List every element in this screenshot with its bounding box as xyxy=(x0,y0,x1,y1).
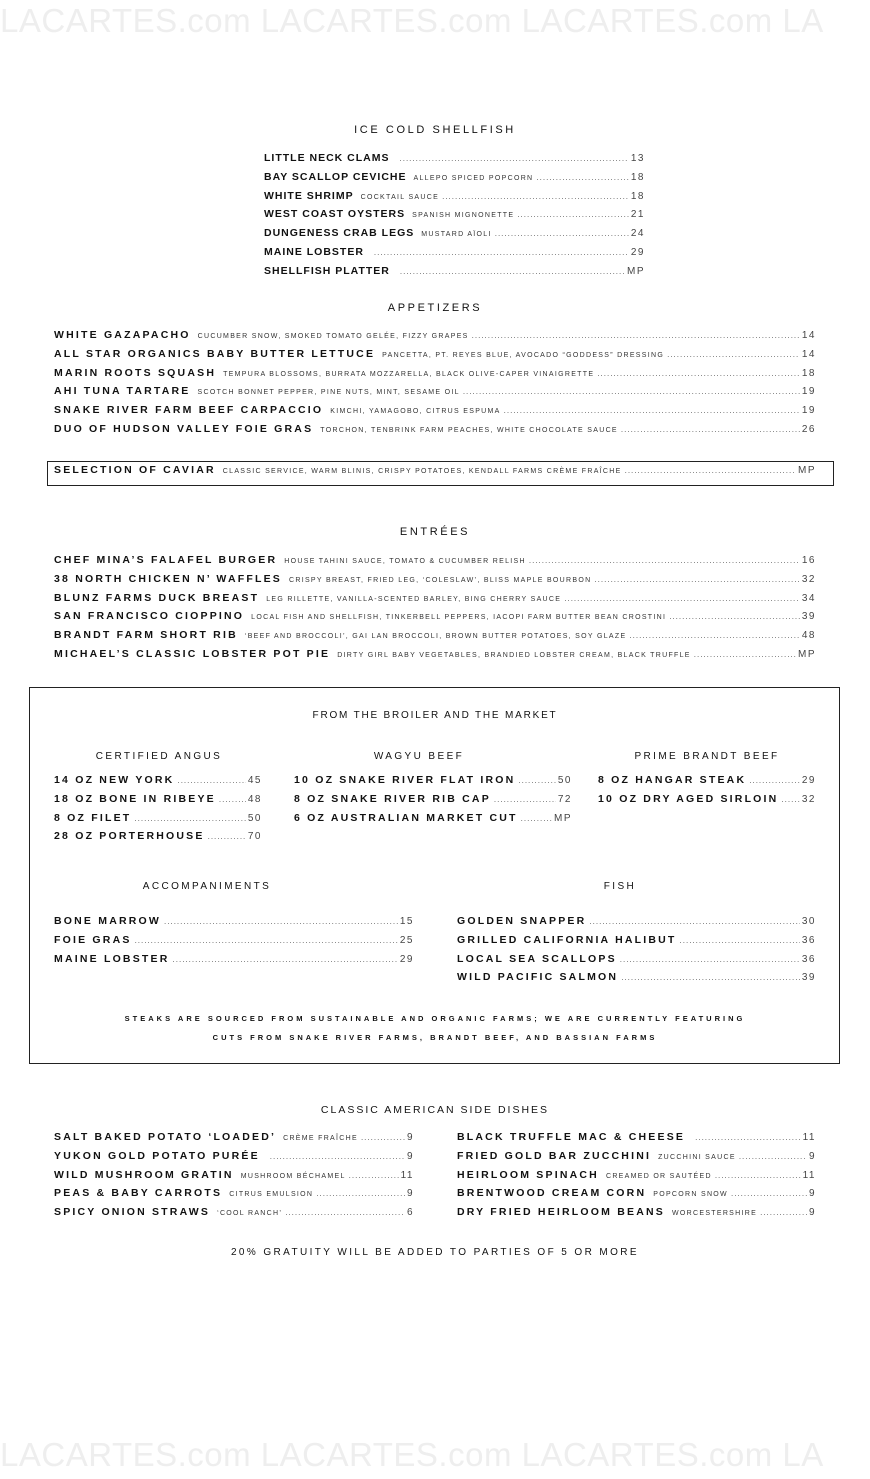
item-price: 11 xyxy=(802,1132,816,1143)
item-desc: DIRTY GIRL BABY VEGETABLES, BRANDIED LOBSTER CREAM, BLACK TRUFFLE xyxy=(337,651,691,659)
fish-heading: FISH xyxy=(603,881,637,892)
item-price: 14 xyxy=(801,330,816,341)
menu-item xyxy=(54,774,262,793)
menu-item xyxy=(264,152,645,171)
menu-item xyxy=(457,915,816,934)
item-price: 25 xyxy=(399,934,414,946)
caviar-box xyxy=(47,461,834,486)
item-desc: TEMPURA BLOSSOMS, BURRATA MOZZARELLA, BLACK OLIVE-CAPER VINAIGRETTE xyxy=(223,370,595,378)
item-price: 29 xyxy=(801,775,816,786)
item-price: 45 xyxy=(247,775,262,786)
watermark-top: LACARTES.com LACARTES.com LACARTES.com LA xyxy=(0,2,824,39)
item-desc: ‘COOL RANCH’ xyxy=(217,1210,283,1218)
item-price: 70 xyxy=(247,831,262,843)
leader-dots xyxy=(173,955,398,964)
menu-item xyxy=(54,423,816,442)
menu-item xyxy=(598,774,816,793)
item-desc: CLASSIC SERVICE, WARM BLINIS, CRISPY POTATOES, KENDALL FARMS CRÈME FRAÎCHE xyxy=(222,468,622,475)
item-price: 39 xyxy=(801,972,816,984)
item-price: MP xyxy=(798,648,816,660)
menu-item xyxy=(457,953,816,972)
menu-item xyxy=(54,830,262,849)
brandt-list xyxy=(598,774,816,812)
leader-dots xyxy=(536,173,628,182)
item-price: 14 xyxy=(801,348,816,360)
sides-heading: CLASSIC AMERICAN SIDE DISHES xyxy=(320,1104,550,1116)
item-price: 36 xyxy=(801,934,816,946)
item-name: WHITE SHRIMP xyxy=(264,189,354,202)
item-price: 32 xyxy=(801,793,816,805)
leader-dots xyxy=(621,425,800,434)
menu-item xyxy=(54,592,816,611)
sides-right-list xyxy=(457,1131,816,1225)
menu-item xyxy=(54,793,262,812)
menu-item xyxy=(264,265,645,284)
leader-dots xyxy=(518,776,555,785)
item-price: 18 xyxy=(630,190,645,202)
item-price: 6 xyxy=(406,1207,414,1219)
item-desc: CRISPY BREAST, FRIED LEG, ‘COLESLAW’, BLISS MAPLE BOURBON xyxy=(289,576,592,584)
menu-item xyxy=(54,1150,414,1169)
item-price: 39 xyxy=(801,611,816,623)
item-desc: MUSHROOM BÉCHAMEL xyxy=(240,1172,346,1180)
item-name: CHEF MINA’S FALAFEL BURGER xyxy=(54,554,278,566)
item-name: 10 OZ DRY AGED SIRLOIN xyxy=(598,792,779,805)
item-name: AHI TUNA TARTARE xyxy=(54,385,191,398)
leader-dots xyxy=(349,1171,399,1180)
menu-item xyxy=(54,629,816,648)
item-name: 10 OZ SNAKE RIVER FLAT IRON xyxy=(294,774,516,786)
leader-dots xyxy=(374,248,629,257)
fish-list xyxy=(457,915,816,990)
item-desc: POPCORN SNOW xyxy=(653,1191,728,1199)
item-desc: COCKTAIL SAUCE xyxy=(360,193,440,201)
leader-dots xyxy=(219,795,246,804)
menu-item xyxy=(54,915,414,934)
item-price: 9 xyxy=(808,1207,816,1219)
menu-item xyxy=(264,208,645,227)
item-name: WILD PACIFIC SALMON xyxy=(457,971,619,984)
item-price: 11 xyxy=(802,1169,816,1181)
item-name: 14 OZ NEW YORK xyxy=(54,774,175,786)
item-price: 9 xyxy=(406,1188,414,1200)
item-price: 48 xyxy=(247,793,262,805)
menu-item xyxy=(54,329,816,348)
watermark-bottom: LACARTES.com LACARTES.com LACARTES.com LA xyxy=(0,1436,824,1473)
item-name: GRILLED CALIFORNIA HALIBUT xyxy=(457,933,677,946)
menu-item xyxy=(264,246,645,265)
appetizers-heading: APPETIZERS xyxy=(387,302,483,314)
leader-dots xyxy=(400,154,629,163)
leader-dots xyxy=(164,917,398,926)
item-name: FRIED GOLD BAR ZUCCHINI xyxy=(457,1149,652,1162)
menu-item xyxy=(264,227,645,246)
gratuity-note: 20% GRATUITY WILL BE ADDED TO PARTIES OF 5 OR MORE xyxy=(230,1247,640,1258)
leader-dots xyxy=(781,795,799,804)
leader-dots xyxy=(594,575,799,584)
leader-dots xyxy=(625,466,796,475)
item-price: 29 xyxy=(399,953,414,965)
menu-item xyxy=(54,812,262,831)
item-name: 8 OZ SNAKE RIVER RIB CAP xyxy=(294,792,491,805)
item-desc: LOCAL FISH AND SHELLFISH, TINKERBELL PEPPERS, IACOPI FARM BUTTER BEAN CROSTINI xyxy=(251,614,667,622)
menu-item xyxy=(54,385,816,404)
sourcing-note-line-2: CUTS FROM SNAKE RIVER FARMS, BRANDT BEEF, AND BASSIAN FARMS xyxy=(212,1033,658,1042)
item-name: 18 OZ BONE IN RIBEYE xyxy=(54,792,216,805)
item-price: 26 xyxy=(801,423,816,435)
item-name: BAY SCALLOP CEVICHE xyxy=(264,170,407,183)
item-name: LOCAL SEA SCALLOPS xyxy=(457,952,617,965)
leader-dots xyxy=(694,650,796,659)
item-name: SNAKE RIVER FARM BEEF CARPACCIO xyxy=(54,404,324,417)
leader-dots xyxy=(629,631,799,640)
wagyu-heading: WAGYU BEEF xyxy=(373,751,465,762)
angus-list xyxy=(54,774,262,849)
item-name: SAN FRANCISCO CIOPPINO xyxy=(54,610,245,623)
item-desc: TORCHON, TENBRINK FARM PEACHES, WHITE CHOCOLATE SAUCE xyxy=(320,426,618,434)
menu-item xyxy=(54,953,414,972)
entrees-heading: ENTRÉES xyxy=(399,526,471,538)
item-name: WILD MUSHROOM GRATIN xyxy=(54,1168,234,1181)
item-price: 9 xyxy=(406,1132,414,1143)
item-name: WEST COAST OYSTERS xyxy=(264,208,406,221)
item-desc: MUSTARD AÏOLI xyxy=(421,231,492,239)
sides-left-list xyxy=(54,1131,414,1225)
leader-dots xyxy=(495,229,629,238)
menu-item xyxy=(54,554,816,573)
leader-dots xyxy=(597,369,800,378)
item-price: 9 xyxy=(808,1150,816,1162)
item-desc: ALLEPO SPICED POPCORN xyxy=(413,174,534,182)
item-name: MAINE LOBSTER xyxy=(54,952,170,965)
item-price: 19 xyxy=(801,405,816,417)
item-desc: WORCESTERSHIRE xyxy=(671,1210,758,1218)
item-desc: SPANISH MIGNONETTE xyxy=(412,212,515,220)
accompaniments-heading: ACCOMPANIMENTS xyxy=(142,881,272,892)
broiler-heading: FROM THE BROILER AND THE MARKET xyxy=(312,710,558,721)
menu-item xyxy=(54,573,816,592)
leader-dots xyxy=(731,1189,807,1198)
item-desc: ‘BEEF AND BROCCOLI’, GAI LAN BROCCOLI, BROWN BUTTER POTATOES, SOY GLAZE xyxy=(244,633,627,641)
item-name: GOLDEN SNAPPER xyxy=(457,915,587,927)
item-desc: PANCETTA, PT. REYES BLUE, AVOCADO “GODDESS” DRESSING xyxy=(382,351,665,359)
item-name: SELECTION OF CAVIAR xyxy=(54,464,216,476)
item-price: 18 xyxy=(630,171,645,183)
menu-item xyxy=(457,1187,816,1206)
leader-dots xyxy=(589,917,799,926)
menu-item xyxy=(54,1206,414,1225)
item-price: 50 xyxy=(247,812,262,824)
item-price: 29 xyxy=(630,246,645,258)
leader-dots xyxy=(177,776,245,785)
item-name: PEAS & BABY CARROTS xyxy=(54,1187,223,1200)
item-desc: LEG RILLETTE, VANILLA-SCENTED BARLEY, BING CHERRY SAUCE xyxy=(266,595,562,603)
leader-dots xyxy=(517,210,629,219)
item-name: BRANDT FARM SHORT RIB xyxy=(54,629,238,642)
menu-item xyxy=(457,934,816,953)
item-name: SPICY ONION STRAWS xyxy=(54,1206,211,1219)
item-name: 8 OZ HANGAR STEAK xyxy=(598,774,747,786)
leader-dots xyxy=(472,331,800,340)
leader-dots xyxy=(134,814,245,823)
caviar-list xyxy=(54,464,816,483)
item-price: 13 xyxy=(630,153,645,164)
item-price: 9 xyxy=(406,1150,414,1162)
item-price: MP xyxy=(798,465,816,476)
menu-item xyxy=(54,367,816,386)
leader-dots xyxy=(749,776,800,785)
menu-item xyxy=(264,190,645,209)
leader-dots xyxy=(361,1133,405,1142)
leader-dots xyxy=(135,936,398,945)
brandt-heading: PRIME BRANDT BEEF xyxy=(634,751,780,762)
leader-dots xyxy=(760,1208,807,1217)
leader-dots xyxy=(442,192,629,201)
item-name: MARIN ROOTS SQUASH xyxy=(54,366,217,379)
leader-dots xyxy=(316,1189,405,1198)
menu-item xyxy=(457,1206,816,1225)
item-name: 38 NORTH CHICKEN N’ WAFFLES xyxy=(54,572,282,585)
menu-item xyxy=(457,1150,816,1169)
item-name: 8 OZ FILET xyxy=(54,811,132,824)
leader-dots xyxy=(400,267,625,276)
item-price: MP xyxy=(554,812,572,824)
item-name: DRY FRIED HEIRLOOM BEANS xyxy=(457,1206,665,1219)
item-name: YUKON GOLD POTATO PURÉE xyxy=(54,1149,260,1162)
leader-dots xyxy=(564,594,800,603)
menu-item xyxy=(294,774,572,793)
menu-item xyxy=(54,610,816,629)
menu-item xyxy=(54,934,414,953)
item-price: 15 xyxy=(399,916,414,927)
item-name: HEIRLOOM SPINACH xyxy=(457,1168,599,1181)
menu-item xyxy=(54,348,816,367)
item-desc: HOUSE TAHINI SAUCE, TOMATO & CUCUMBER RELISH xyxy=(284,558,526,565)
menu-item xyxy=(54,1131,414,1150)
item-name: SALT BAKED POTATO ‘LOADED’ xyxy=(54,1131,277,1143)
menu-item xyxy=(54,464,816,483)
menu-item xyxy=(457,971,816,990)
menu-item xyxy=(598,793,816,812)
item-name: ALL STAR ORGANICS BABY BUTTER LETTUCE xyxy=(54,347,376,360)
item-price: 36 xyxy=(801,953,816,965)
item-price: 48 xyxy=(801,630,816,642)
item-price: 19 xyxy=(801,386,816,398)
item-name: FOIE GRAS xyxy=(54,933,132,946)
item-price: 32 xyxy=(801,573,816,585)
wagyu-list xyxy=(294,774,572,830)
item-price: 9 xyxy=(808,1188,816,1200)
item-desc: KIMCHI, YAMAGOBO, CITRUS ESPUMA xyxy=(330,408,501,416)
item-price: 11 xyxy=(400,1169,414,1181)
leader-dots xyxy=(285,1208,405,1217)
menu-item xyxy=(54,1169,414,1188)
leader-dots xyxy=(494,795,556,804)
menu-item xyxy=(54,1187,414,1206)
menu-item xyxy=(457,1169,816,1188)
item-name: DUO OF HUDSON VALLEY FOIE GRAS xyxy=(54,422,314,435)
shellfish-list xyxy=(264,152,645,284)
item-desc: CRÈME FRAÎCHE xyxy=(283,1135,358,1142)
shellfish-heading: ICE COLD SHELLFISH xyxy=(354,124,516,136)
item-price: 34 xyxy=(801,592,816,604)
item-price: 21 xyxy=(630,209,645,221)
leader-dots xyxy=(680,936,800,945)
leader-dots xyxy=(669,612,800,621)
leader-dots xyxy=(621,973,800,982)
item-price: 30 xyxy=(801,916,816,927)
item-name: MICHAEL’S CLASSIC LOBSTER POT PIE xyxy=(54,647,331,660)
item-name: SHELLFISH PLATTER xyxy=(264,264,390,277)
leader-dots xyxy=(739,1152,807,1161)
angus-heading: CERTIFIED ANGUS xyxy=(95,751,223,762)
item-price: 50 xyxy=(557,775,572,786)
entrees-list xyxy=(54,554,816,667)
leader-dots xyxy=(529,556,800,565)
menu-item xyxy=(264,171,645,190)
menu-item xyxy=(457,1131,816,1150)
item-name: DUNGENESS CRAB LEGS xyxy=(264,227,415,240)
leader-dots xyxy=(715,1171,801,1180)
leader-dots xyxy=(504,406,800,415)
item-name: 28 OZ PORTERHOUSE xyxy=(54,830,205,843)
item-price: 18 xyxy=(801,367,816,379)
item-desc: CITRUS EMULSION xyxy=(229,1191,314,1199)
leader-dots xyxy=(463,387,800,396)
item-name: MAINE LOBSTER xyxy=(264,245,364,258)
item-price: 16 xyxy=(801,555,816,566)
item-name: LITTLE NECK CLAMS xyxy=(264,152,390,164)
item-desc: CUCUMBER SNOW, SMOKED TOMATO GELÉE, FIZZY GRAPES xyxy=(197,333,469,340)
appetizers-list xyxy=(54,329,816,442)
item-desc: SCOTCH BONNET PEPPER, PINE NUTS, MINT, SESAME OIL xyxy=(197,389,460,397)
item-name: BRENTWOOD CREAM CORN xyxy=(457,1187,647,1200)
broiler-box xyxy=(29,687,840,1064)
item-desc: ZUCCHINI SAUCE xyxy=(658,1153,736,1161)
item-name: BONE MARROW xyxy=(54,915,162,927)
item-price: 24 xyxy=(630,228,645,240)
leader-dots xyxy=(208,832,246,841)
leader-dots xyxy=(667,350,800,359)
menu-item xyxy=(54,404,816,423)
item-price: MP xyxy=(627,265,645,277)
item-price: 72 xyxy=(557,793,572,805)
sourcing-note-line-1: STEAKS ARE SOURCED FROM SUSTAINABLE AND ORGANIC FARMS; WE ARE CURRENTLY FEATURING xyxy=(124,1014,746,1023)
leader-dots xyxy=(620,955,800,964)
menu-item xyxy=(54,648,816,667)
item-name: BLACK TRUFFLE MAC & CHEESE xyxy=(457,1131,686,1143)
leader-dots xyxy=(270,1152,405,1161)
item-name: BLUNZ FARMS DUCK BREAST xyxy=(54,591,260,604)
leader-dots xyxy=(521,814,552,823)
menu-item xyxy=(294,812,572,831)
item-name: 6 OZ AUSTRALIAN MARKET CUT xyxy=(294,811,518,824)
item-desc: CREAMED OR SAUTÉED xyxy=(605,1172,712,1180)
leader-dots xyxy=(695,1133,800,1142)
menu-item xyxy=(294,793,572,812)
item-name: WHITE GAZAPACHO xyxy=(54,329,191,341)
accompaniments-list xyxy=(54,915,414,971)
